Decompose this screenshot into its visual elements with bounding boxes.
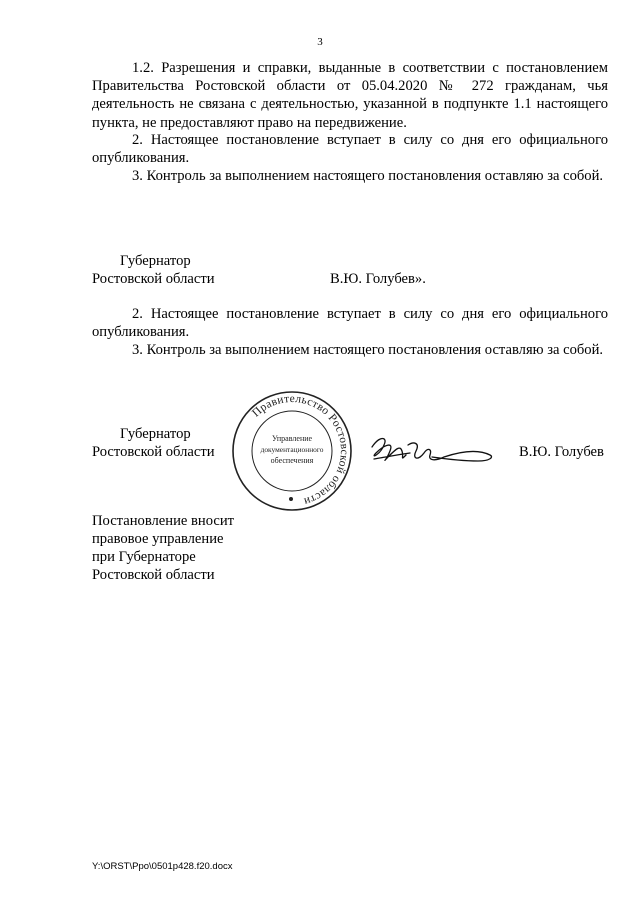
official-seal-stamp <box>230 389 354 513</box>
introduced-by-line2: правовое управление <box>92 531 224 547</box>
signature-title-line2: Ростовской области <box>92 444 215 460</box>
paragraph-item-2-quoted: 2. Настоящее постановление вступает в силу со дня его официального опубликования. <box>92 132 608 167</box>
signature-title-line1: Губернатор <box>120 426 191 442</box>
introduced-by-line4: Ростовской области <box>92 567 215 583</box>
page-number: 3 <box>317 36 323 48</box>
paragraph-item-3: 3. Контроль за выполнением настоящего постановления оставляю за собой. <box>132 342 604 358</box>
quoted-signature-title-line2: Ростовской области <box>92 271 215 287</box>
file-path-footer: Y:\ORST\Ppo\0501p428.f20.docx <box>92 861 233 872</box>
seal-center-line2: документационного <box>260 445 324 454</box>
introduced-by-line1: Постановление вносит <box>92 513 235 529</box>
quoted-signature-title-line1: Губернатор <box>120 253 191 269</box>
signature-name: В.Ю. Голубев <box>519 444 604 460</box>
seal-ring-text: Правительство Ростовской области <box>250 392 351 508</box>
paragraph-item-2: 2. Настоящее постановление вступает в силу со дня его официального опубликования. <box>92 306 608 341</box>
seal-center-line3: обеспечения <box>270 456 314 465</box>
handwritten-signature <box>366 431 496 471</box>
quoted-signature-name: В.Ю. Голубев». <box>330 271 426 287</box>
paragraph-item-1-2: 1.2. Разрешения и справки, выданные в соответствии с постановлением Правительства Ростовской области от 05.04.2020 № 272 гражданам, чья деятельность не связана с деятельностью, указанной в подпункте 1.1 настоящего пункта, не предоставляют право на передвижение. <box>92 60 608 131</box>
introduced-by-line3: при Губернаторе <box>92 549 196 565</box>
paragraph-item-3-quoted: 3. Контроль за выполнением настоящего постановления оставляю за собой. <box>132 168 604 184</box>
seal-center-line1: Управление <box>271 434 313 443</box>
